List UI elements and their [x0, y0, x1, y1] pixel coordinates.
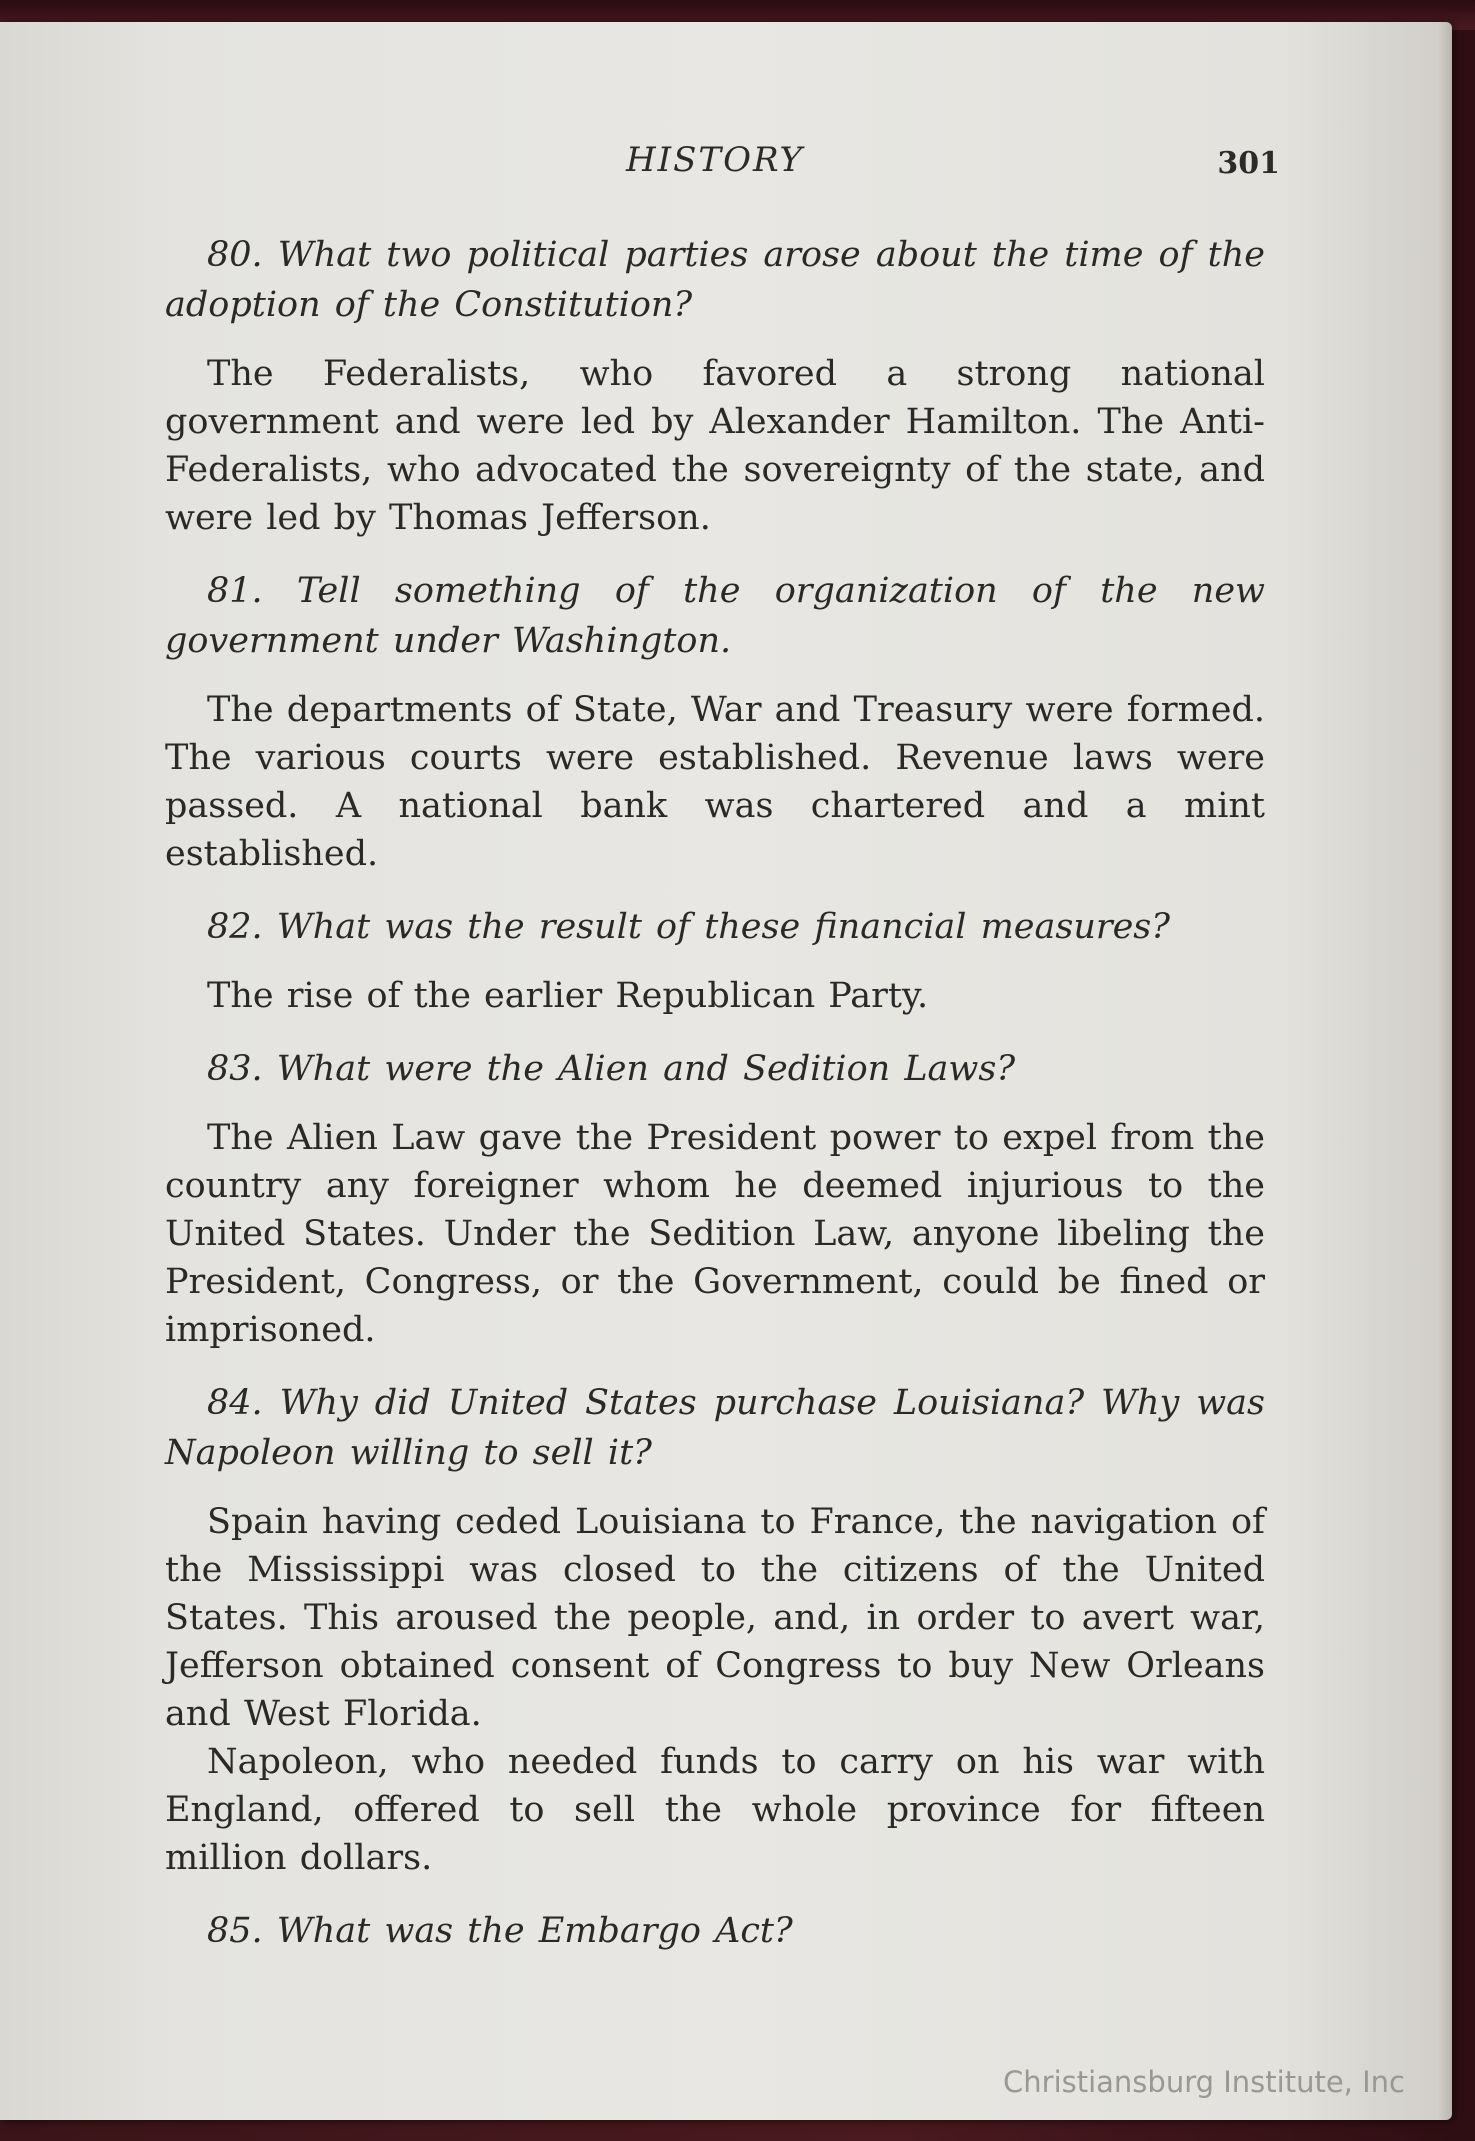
answer-82: The rise of the earlier Republican Party.	[207, 976, 929, 1016]
running-title: HISTORY	[626, 140, 804, 180]
question-80: 80. What two political parties arose about the time of the adoption of the Constitution?	[165, 235, 1265, 325]
answer-84-paragraph-1: Spain having ceded Louisiana to France, the navigation of the Mississippi was closed to the citizens of the United States. This aroused the people, and, in order to avert war, Jefferson obtained consent of Congress to buy New Orleans and West Florida.	[165, 1502, 1265, 1734]
question-85: 85. What was the Embargo Act?	[207, 1911, 793, 1951]
answer-81: The departments of State, War and Treasury were formed. The various courts were established. Revenue laws were passed. A national bank was chartered and a mint established.	[165, 690, 1265, 874]
watermark: Christiansburg Institute, Inc	[1003, 2065, 1405, 2099]
question-81: 81. Tell something of the organization of the new government under Washington.	[165, 571, 1265, 661]
page-edge-shadow	[1438, 22, 1452, 2120]
answer-83: The Alien Law gave the President power to expel from the country any foreigner whom he deemed injurious to the United States. Under the Sedition Law, anyone libeling the President, Congress, or the Government, could be fined or imprisoned.	[165, 1118, 1265, 1350]
page-header	[165, 120, 1280, 181]
answer-84-paragraph-2: Napoleon, who needed funds to carry on his war with England, offered to sell the whole province for fifteen million dollars.	[165, 1742, 1265, 1878]
answer-80: The Federalists, who favored a strong national government and were led by Alexander Hamilton. The Anti-Federalists, who advocated the sovereignty of the state, and were led by Thomas Jefferson.	[165, 354, 1265, 538]
question-83: 83. What were the Alien and Sedition Laws?	[207, 1049, 1016, 1089]
question-84: 84. Why did United States purchase Louisiana? Why was Napoleon willing to sell it?	[165, 1383, 1265, 1473]
page-content	[165, 230, 1265, 1976]
question-82: 82. What was the result of these financial measures?	[207, 907, 1171, 947]
page-number: 301	[1217, 146, 1280, 181]
